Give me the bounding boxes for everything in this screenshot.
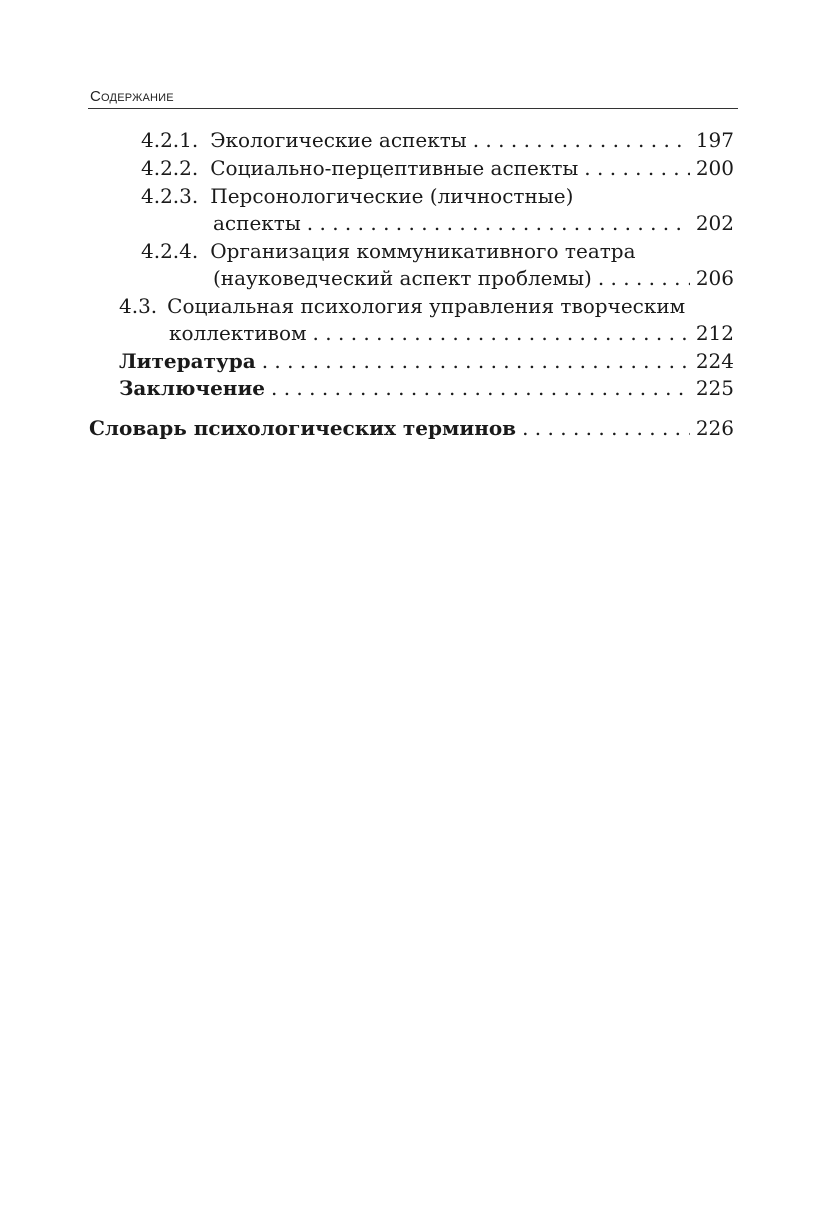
toc-entry-conclusion[interactable] (119, 374, 734, 402)
dot-leader (584, 154, 690, 182)
toc-title: Заключение (119, 376, 265, 400)
toc-page-number: 225 (695, 376, 734, 400)
dot-leader (262, 347, 690, 375)
toc-page-number: 200 (695, 156, 734, 180)
toc-number: 4.2.4. (141, 239, 199, 263)
header-rule (88, 108, 738, 109)
toc-title: Персонологические (личностные) (210, 184, 574, 208)
toc-page-number: 224 (695, 349, 734, 373)
toc-entry-4-2-2[interactable] (141, 154, 734, 182)
toc-number: 4.2.2. (141, 156, 199, 180)
toc-entry-4-2-3-continued[interactable] (213, 209, 734, 237)
running-head: Содержание (90, 88, 174, 105)
toc-title: Экологические аспекты (210, 128, 467, 152)
toc-title: аспекты (213, 211, 301, 235)
toc-page-number: 197 (695, 128, 734, 152)
toc-entry-4-2-3[interactable] (141, 182, 734, 210)
dot-leader (307, 209, 690, 237)
toc-title: (науковедческий аспект проблемы) (213, 266, 592, 290)
toc-entry-glossary[interactable] (89, 414, 734, 442)
toc-entry-4-2-4-continued[interactable] (213, 264, 734, 292)
toc-title: коллективом (169, 321, 307, 345)
toc-number: 4.3. (119, 294, 158, 318)
toc-page-number: 226 (695, 416, 734, 440)
dot-leader (271, 374, 690, 402)
toc-entry-4-2-4[interactable] (141, 237, 734, 265)
toc-entry-4-2-1[interactable] (141, 126, 734, 154)
toc-title: Социально-перцептивные аспекты (210, 156, 579, 180)
dot-leader (598, 264, 690, 292)
toc-page-number: 202 (695, 211, 734, 235)
toc-title: Организация коммуникативного театра (210, 239, 636, 263)
toc-number: 4.2.1. (141, 128, 199, 152)
toc-title: Словарь психологических терминов (89, 416, 517, 440)
toc-entry-4-3-continued[interactable] (169, 319, 734, 347)
toc-page-number: 206 (695, 266, 734, 290)
toc-entry-literature[interactable] (119, 347, 734, 375)
dot-leader (473, 126, 690, 154)
toc-page-number: 212 (695, 321, 734, 345)
dot-leader (313, 319, 690, 347)
toc-title: Социальная психология управления творческим (167, 294, 686, 318)
dot-leader (522, 414, 690, 442)
toc-number: 4.2.3. (141, 184, 199, 208)
toc-title: Литература (119, 349, 256, 373)
toc-entry-4-3[interactable] (119, 292, 734, 320)
